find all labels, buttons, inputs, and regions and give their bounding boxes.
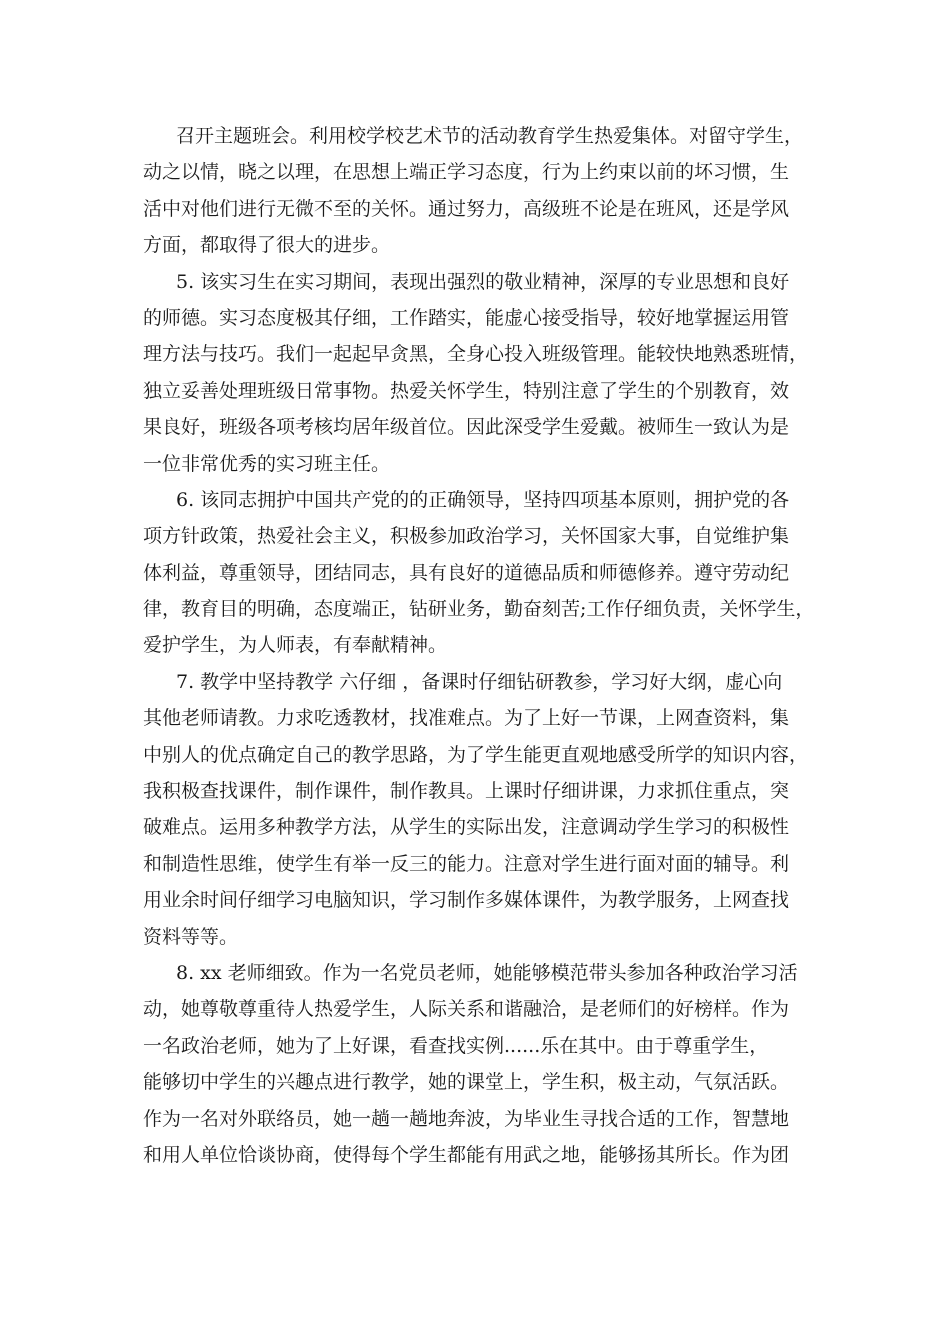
body-text (143, 118, 815, 1173)
paragraph-line: 6. 该同志拥护中国共产党的的正确领导，坚持四项基本原则，拥护党的各 (176, 488, 790, 511)
paragraph-line: 我积极查找课件，制作课件，制作教具。上课时仔细讲课，力求抓住重点，突 (143, 780, 790, 803)
paragraph-line: 体利益，尊重领导，团结同志，具有良好的道德品质和师德修养。遵守劳动纪 (143, 561, 790, 584)
paragraph-line: 动，她尊敬尊重待人热爱学生，人际关系和谐融洽，是老师们的好榜样。作为 (143, 998, 790, 1021)
paragraph-line: 果良好，班级各项考核均居年级首位。因此深受学生爱戴。被师生一致认为是 (143, 416, 790, 439)
paragraph-line: 项方针政策，热爱社会主义，积极参加政治学习，关怀国家大事，自觉维护集 (143, 525, 790, 548)
paragraph-line: 5. 该实习生在实习期间，表现出强烈的敬业精神，深厚的专业思想和良好 (176, 270, 790, 293)
paragraph-line: 一名政治老师，她为了上好课，看查找实例......乐在其中。由于尊重学生， (143, 1034, 769, 1057)
paragraph-line: 8. xx 老师细致。作为一名党员老师，她能够模范带头参加各种政治学习活 (176, 961, 798, 984)
paragraph-line: 其他老师请教。力求吃透教材，找准难点。为了上好一节课，上网查资料，集 (143, 707, 790, 730)
paragraph-line: 作为一名对外联络员，她一趟一趟地奔波，为毕业生寻找合适的工作，智慧地 (143, 1107, 790, 1130)
paragraph-line: 用业余时间仔细学习电脑知识，学习制作多媒体课件，为教学服务，上网查找 (143, 889, 790, 912)
paragraph-line: 和用人单位恰谈协商，使得每个学生都能有用武之地，能够扬其所长。作为团 (143, 1143, 790, 1166)
paragraph-line: 召开主题班会。利用校学校艺术节的活动教育学生热爱集体。对留守学生， (176, 125, 804, 147)
paragraph-line: 独立妥善处理班级日常事物。热爱关怀学生，特别注意了学生的个别教育，效 (143, 379, 790, 402)
paragraph-line: 爱护学生，为人师表，有奉献精神。 (143, 634, 448, 657)
paragraph-line: 7. 教学中坚持教学 六仔细 ，备课时仔细钻研教参，学习好大纲，虚心向 (176, 670, 783, 693)
paragraph-line: 破难点。运用多种教学方法，从学生的实际出发，注意调动学生学习的积极性 (143, 816, 790, 839)
paragraph-line: 资料等等。 (143, 925, 239, 948)
paragraph-line: 理方法与技巧。我们一起起早贪黑，全身心投入班级管理。能较快地熟悉班情， (143, 343, 809, 366)
paragraph-line: 一位非常优秀的实习班主任。 (143, 452, 391, 475)
paragraph-line: 和制造性思维，使学生有举一反三的能力。注意对学生进行面对面的辅导。利 (143, 852, 790, 875)
paragraph-line: 的师德。实习态度极其仔细，工作踏实，能虚心接受指导，较好地掌握运用管 (143, 306, 790, 329)
paragraph-line: 动之以情，晓之以理，在思想上端正学习态度，行为上约束以前的坏习惯，生 (143, 161, 790, 184)
paragraph-line: 律，教育目的明确，态度端正，钻研业务，勤奋刻苦;工作仔细负责，关怀学生， (143, 598, 815, 621)
paragraph-line: 中别人的优点确定自己的教学思路，为了学生能更直观地感受所学的知识内容， (143, 743, 809, 766)
paragraph-line: 能够切中学生的兴趣点进行教学，她的课堂上，学生积，极主动，气氛活跃。 (143, 1071, 790, 1094)
paragraph-line: 活中对他们进行无微不至的关怀。通过努力，高级班不论是在班风，还是学风 (143, 197, 790, 220)
paragraph-line: 方面，都取得了很大的进步。 (143, 234, 391, 257)
